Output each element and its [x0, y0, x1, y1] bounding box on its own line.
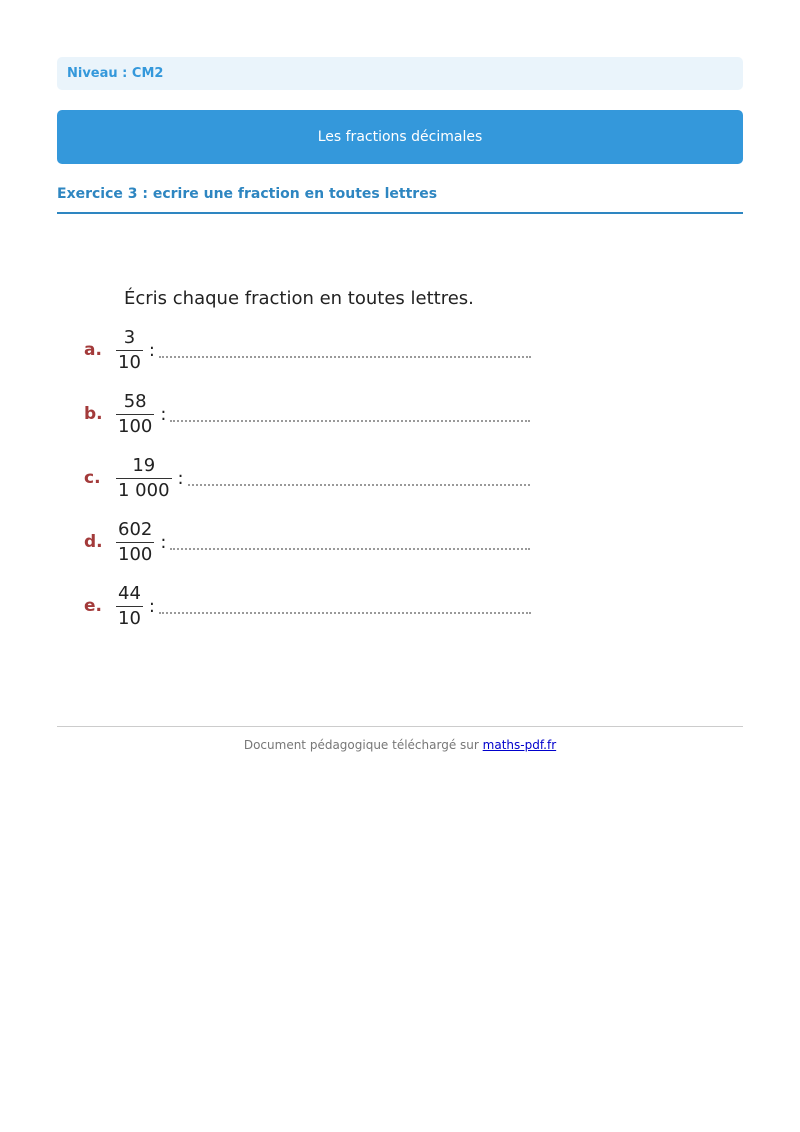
fraction-numerator: 58	[123, 391, 147, 412]
answer-line[interactable]	[170, 548, 530, 550]
answer-line[interactable]	[159, 356, 531, 358]
exercise-item-a	[84, 328, 531, 373]
footer-text: Document pédagogique téléchargé sur	[243, 738, 479, 752]
fraction	[116, 584, 143, 629]
exercise-item-e	[84, 584, 531, 629]
fraction	[116, 328, 143, 373]
fraction-denominator: 10	[118, 351, 141, 373]
item-colon: :	[177, 467, 184, 489]
fraction	[116, 456, 172, 501]
page-title-banner	[57, 110, 743, 164]
exercise-item-d	[84, 520, 530, 565]
answer-line[interactable]	[188, 484, 530, 486]
level-text: Niveau : CM2	[67, 66, 164, 81]
answer-line[interactable]	[159, 612, 531, 614]
fraction-bar	[116, 542, 154, 543]
item-letter: d.	[84, 532, 103, 553]
item-colon: :	[148, 339, 155, 361]
item-colon: :	[160, 403, 167, 425]
fraction-denominator: 1 000	[118, 479, 170, 501]
fraction-bar	[116, 478, 172, 479]
footer-divider	[57, 726, 743, 727]
fraction	[116, 392, 154, 437]
fraction-denominator: 10	[118, 607, 141, 629]
item-letter: a.	[84, 340, 102, 361]
item-letter: e.	[84, 596, 102, 617]
fraction-numerator: 602	[118, 519, 153, 540]
answer-line[interactable]	[170, 420, 530, 422]
exercise-item-c	[84, 456, 530, 501]
footer	[0, 738, 800, 752]
fraction-denominator: 100	[118, 543, 153, 565]
page-title: Les fractions décimales	[317, 129, 483, 145]
item-colon: :	[160, 531, 167, 553]
exercise-item-b	[84, 392, 530, 437]
exercise-title: Exercice 3 : ecrire une fraction en toutes lettres	[57, 186, 743, 214]
item-colon: :	[148, 595, 155, 617]
level-label	[57, 57, 743, 90]
exercise-instruction: Écris chaque fraction en toutes lettres.	[124, 288, 474, 309]
fraction-bar	[116, 350, 143, 351]
fraction-bar	[116, 414, 154, 415]
fraction-numerator: 3	[123, 327, 136, 348]
fraction-numerator: 44	[118, 583, 141, 604]
fraction	[116, 520, 154, 565]
item-letter: b.	[84, 404, 103, 425]
item-letter: c.	[84, 468, 101, 489]
fraction-numerator: 19	[132, 455, 156, 476]
footer-link[interactable]: maths-pdf.fr	[482, 738, 557, 752]
fraction-denominator: 100	[118, 415, 153, 437]
fraction-bar	[116, 606, 143, 607]
